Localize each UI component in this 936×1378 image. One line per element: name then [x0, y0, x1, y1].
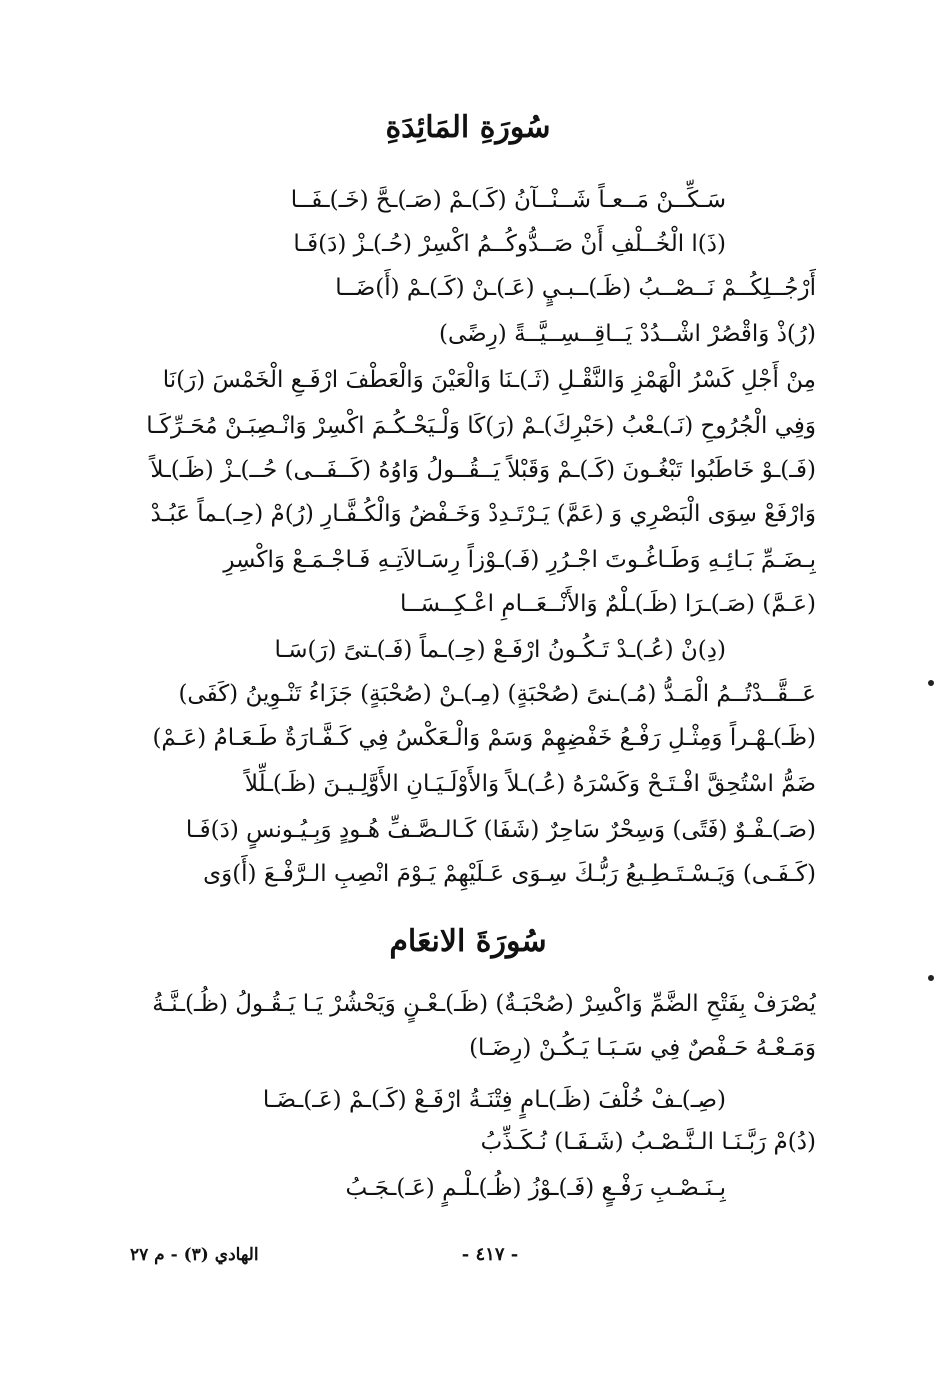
verse-line: (كَـفَـى) وَيَـسْـتَـطِـيعُ رَبُّـكَ سِـوَى عَـلَيْهِمْ يَـوْمَ انْصِبِ الـرَّفْـعَ (أَ)وَى [203, 861, 816, 887]
verse-line: مِنْ أَجْلِ كَسْرُ الْهَمْزِ وَالنَّقْـلِ (ثَـ)ـنَا وَالْعَيْنَ وَالْعَطْفَ ارْفَـعِ الْخَمْسَ (رَ)نَا [162, 367, 816, 393]
verse-line: بِـضَـمِّ بَـائِـهِ وَطَـاغُـوتَ اجْـرُرِ (فَـ)ـوْزاً رِسَـالاَتِـهِ فَـاجْـمَـعْ وَاكْسِرِ [223, 547, 816, 573]
verse-line: ضَمُّ اسْتُحِقَّ افْـتَـحْ وَكَسْرَهُ (عُـ)ـلاً وَالأَوْلَـيَـانِ الأَوَّلِـيـنَ (ظَـ)ـلِّلاً [244, 771, 816, 797]
margin-dot [928, 975, 934, 981]
verse-line: (ذَ)ا الْخُــلْفِ أَنْ صَــدُّوكُــمُ اكْسِرْ (حُـ)ـزْ (دَ)فَـا [293, 231, 726, 257]
verse-line: أَرْجُــلِكُــمْ نَــصْــبُ (ظَـ)ــبـيٍ (عَـ)ـنْ (كَـ)ـمْ (أَ)ضَــا [335, 275, 816, 301]
verse-line: وَفِي الْجُرُوحِ (نَـ)ـعْبُ (حَبْرِكَ)ـمْ (رَ)كَا وَلْـيَحْـكُـمَ اكْسِرْ وَانْـصِبَـنْ مُحَـرِّكَـا [146, 413, 816, 439]
verse-line: (دُ)مْ رَبَّـنَـا الـنَّـصْـبُ (شَـفَـا) نُـكَـذِّبُ [480, 1129, 816, 1155]
verse-line: (ظَـ)ـهْـراً وَمِثْـلِ رَفْـعُ خَفْضِهِمْ وَسَمْ وَالْـعَكْسُ فِي كَـفَّـارَةٌ طَـعَـامُ (عَـمْ) [152, 725, 816, 751]
surah-title-al-maidah: سُورَةِ المَائِدَةِ [385, 110, 551, 145]
verse-line: عَــقَّــدْتُــمُ الْمَـدُّ (مُـ)ـنىً (صُحْبَةٍ) (مِـ)ـنْ (صُحْبَةٍ) جَزَاءُ تَنْـوِينُ (كَفَى) [178, 681, 816, 707]
verse-line: يُصْرَفْ بِفَتْحِ الضَّمِّ وَاكْسِرْ (صُحْبَـةٌ) (ظَـ)ـعْـنٍ وَيَحْشُرْ يَـا يَـقُـولُ (ظُـ)ـنَّـةُ [152, 991, 816, 1017]
verse-line: وَمَـعْـهُ حَـفْصٌ فِي سَـبَـا يَـكُـنْ (رِضَـا) [469, 1035, 816, 1061]
verse-line: (صَـ)ـفْـوٌ (فَتًى) وَسِحْرٌ سَاحِرٌ (شَفَا) كَـالـصَّـفِّ هُـودٍ وَبِـيُـونسٍ (دَ)فَـا [185, 817, 816, 843]
verse-line: (رُ)ذْ وَاقْصُرْ اشْــدُدْ يَــاقِــسِــيَّــةً (رِضًى) [439, 321, 816, 347]
verse-line: (عَـمَّ) (صَـ)ـرَا (ظَـ)ـلْمٌ وَالأَنْــعَــامِ اعْـكِــسَــا [400, 591, 816, 617]
verse-line: وَارْفَعْ سِوَى الْبَصْرِي وَ (عَمَّ) يَـرْتَـدِدْ وَخَـفْضُ وَالْكُـفَّـارِ (رُ)مْ (حِـ)ـماً عَبُـدْ [150, 501, 816, 527]
verse-line: (فَـ)ـوْ خَاطَبُوا تَبْغُـونَ (كَـ)ـمْ وَقَبْلاً يَــقُــولُ وَاوُهُ (كَــفَــى) حُــ)ـزْ (ظَـ)ـلاً [150, 457, 816, 483]
margin-dot [928, 680, 934, 686]
verse-line: سَـكِّــنْ مَــعـاً شَــنْــآنُ (كَـ)ـمْ (صَـ)ـحَّ (خَـ)ـفَــا [290, 187, 726, 213]
book-reference: الهادي (٣) - م ٢٧ [130, 1245, 259, 1265]
verse-line: (صِـ)ـفْ خُلْفَ (ظَـ)ـامٍ فِتْنَـةُ ارْفَـعْ (كَـ)ـمْ (عَـ)ـضَـا [262, 1087, 726, 1113]
page-number: - ٤١٧ - [461, 1244, 519, 1265]
surah-title-al-anam: سُورَةَ الانعَام [389, 924, 547, 959]
verse-line: (دِ)نْ (عُـ)ـدْ تَـكُـونُ ارْفَـعْ (حِـ)ـماً (فَـ)ـتىً (رَ)سَـا [274, 637, 726, 663]
verse-line: بِـنَـصْـبِ رَفْـعٍ (فَـ)ـوْزُ (ظُـ)ـلْـمٍ (عَـ)ـجَـبُ [345, 1175, 726, 1201]
